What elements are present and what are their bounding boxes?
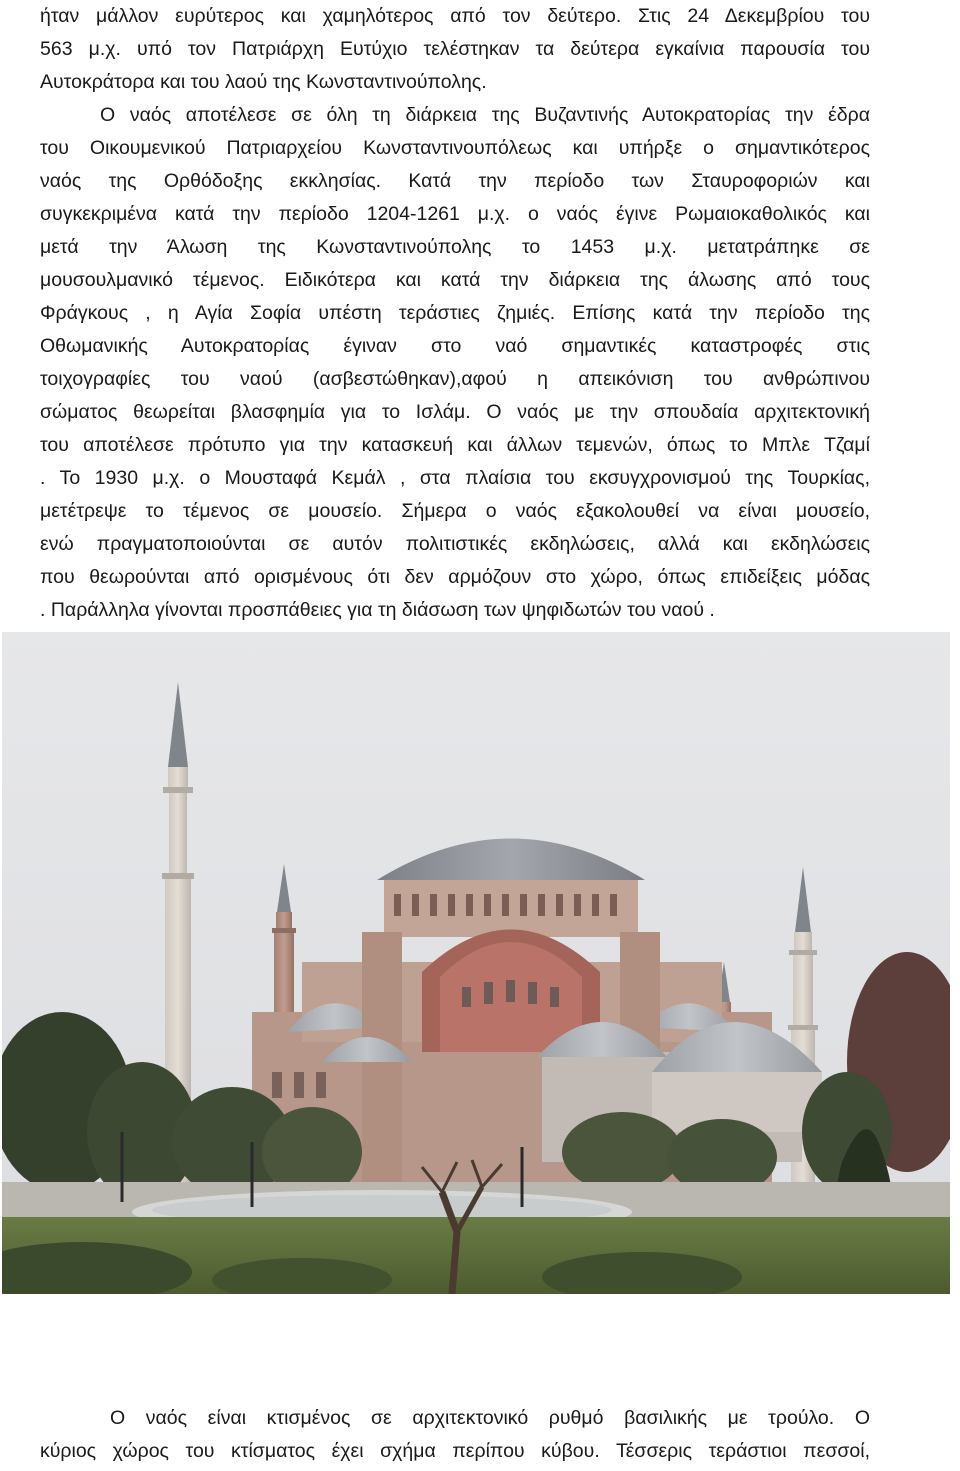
- text-line: κύριος χώρος του κτίσματος έχει σχήμα περίπου κύβου. Τέσσερις τεράστιοι πεσσοί,: [40, 1440, 870, 1462]
- text-line: ήταν μάλλον ευρύτερος και χαμηλότερος από τον δεύτερο. Στις 24 Δεκεμβρίου του: [40, 5, 870, 27]
- text-line: . Παράλληλα γίνονται προσπάθειες για τη διάσωση των ψηφιδωτών του ναού .: [40, 599, 715, 621]
- body-text-bottom: [40, 1402, 870, 1468]
- text-line: τοιχογραφίες του ναού (ασβεστώθηκαν),αφού η απεικόνιση του ανθρώπινου: [40, 368, 870, 390]
- text-line: μουσουλμανικό τέμενος. Ειδικότερα και κατά την διάρκεια της άλωσης από τους: [40, 269, 870, 291]
- text-line: Οθωμανικής Αυτοκρατορίας έγιναν στο ναό σημαντικές καταστροφές στις: [40, 335, 870, 357]
- text-line: Αυτοκράτορα και του λαού της Κωνσταντινούπολης.: [40, 71, 487, 93]
- text-line: μετέτρεψε το τέμενος σε μουσείο. Σήμερα ο ναός εξακολουθεί να είναι μουσείο,: [40, 500, 870, 522]
- text-line: συγκεκριμένα κατά την περίοδο 1204-1261 μ.χ. ο ναός έγινε Ρωμαιοκαθολικός και: [40, 203, 870, 225]
- text-line: του αποτέλεσε πρότυπο για την κατασκευή και άλλων τεμενών, όπως το Μπλε Τζαμί: [40, 434, 870, 456]
- hagia-sophia-photo: [2, 632, 950, 1294]
- text-line: του Οικουμενικού Πατριαρχείου Κωνσταντινουπόλεως και υπήρξε ο σημαντικότερος: [40, 137, 870, 159]
- text-line: . Το 1930 μ.χ. ο Μουσταφά Κεμάλ , στα πλαίσια του εκσυγχρονισμού της Τουρκίας,: [40, 467, 870, 489]
- text-line: Ο ναός αποτέλεσε σε όλη τη διάρκεια της Βυζαντινής Αυτοκρατορίας την έδρα: [100, 104, 870, 126]
- body-text-top: [40, 0, 870, 627]
- text-line: ενώ πραγματοποιούνται σε αυτόν πολιτιστικές εκδηλώσεις, αλλά και εκδηλώσεις: [40, 533, 870, 555]
- text-line: σώματος θεωρείται βλασφημία για το Ισλάμ. Ο ναός με την σπουδαία αρχιτεκτονική: [40, 401, 870, 423]
- text-line: 563 μ.χ. υπό τον Πατριάρχη Ευτύχιο τελέστηκαν τα δεύτερα εγκαίνια παρουσία του: [40, 38, 870, 60]
- text-line: Φράγκους , η Αγία Σοφία υπέστη τεράστιες ζημιές. Επίσης κατά την περίοδο της: [40, 302, 870, 324]
- text-line: Ο ναός είναι κτισμένος σε αρχιτεκτονικό ρυθμό βασιλικής με τρούλο. Ο: [110, 1407, 870, 1429]
- text-line: που θεωρούνται από ορισμένους ότι δεν αρμόζουν στο χώρο, όπως επιδείξεις μόδας: [40, 566, 870, 588]
- text-line: μετά την Άλωση της Κωνσταντινούπολης το 1453 μ.χ. μετατράπηκε σε: [40, 236, 870, 258]
- text-line: ναός της Ορθόδοξης εκκλησίας. Κατά την περίοδο των Σταυροφοριών και: [40, 170, 870, 192]
